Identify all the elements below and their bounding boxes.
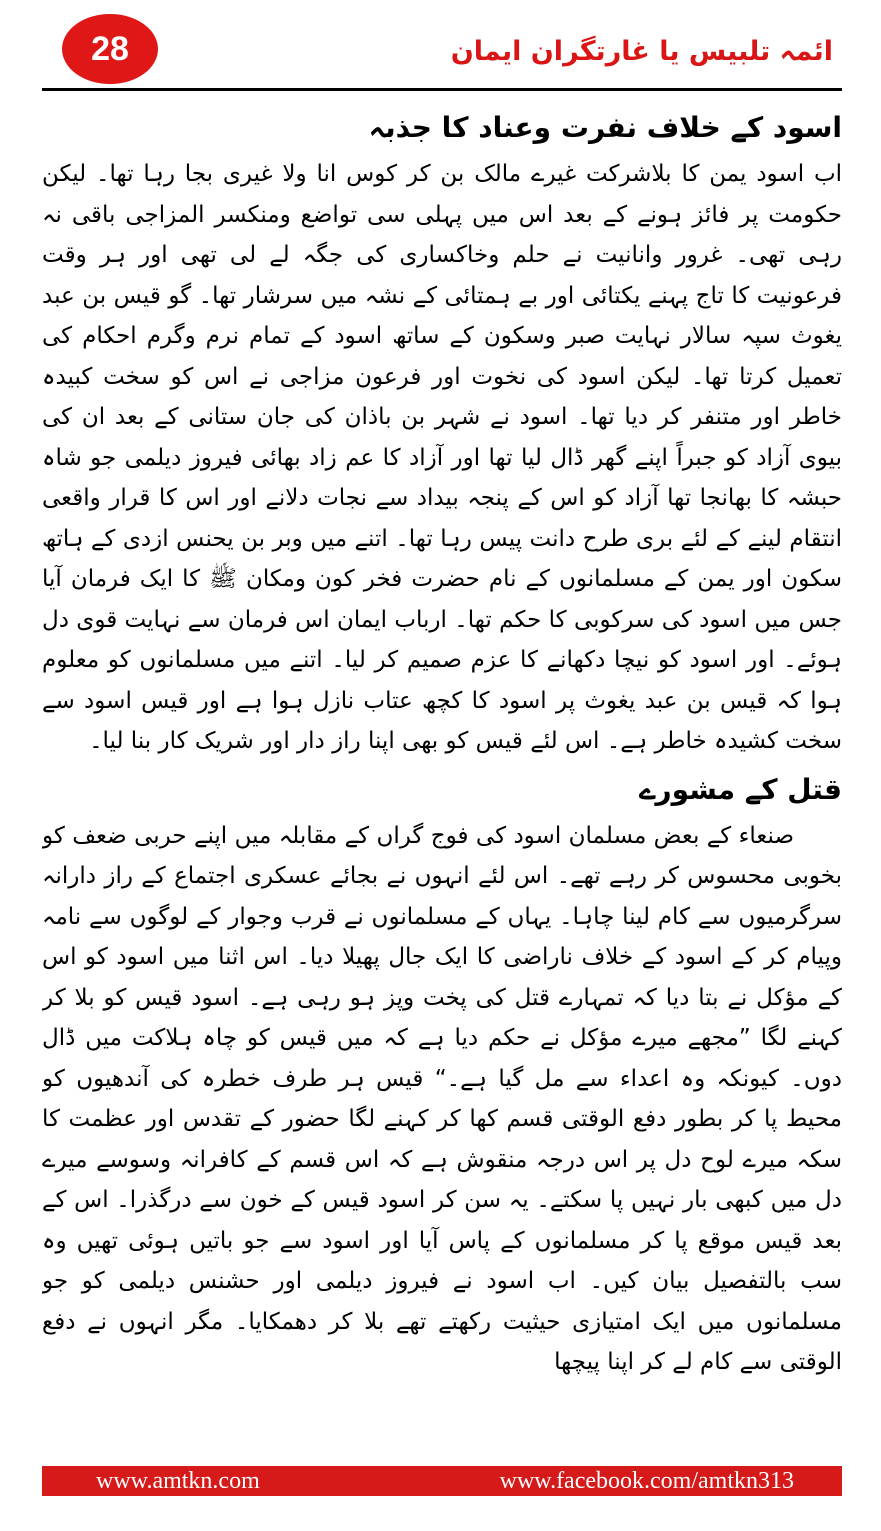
header-divider bbox=[42, 88, 842, 91]
book-title: ائمہ تلبیس یا غارتگران ایمان bbox=[450, 36, 833, 67]
section-heading-1: اسود کے خلاف نفرت وعناد کا جذبہ bbox=[368, 111, 842, 144]
footer-website-link[interactable]: www.amtkn.com bbox=[96, 1467, 260, 1494]
section-2-paragraph: صنعاء کے بعض مسلمان اسود کی فوج گراں کے مقابلہ میں اپنے حربی ضعف کو بخوبی محسوس کر رہے تھے۔ اس لئے انہوں نے بجائے عسکری اجتماع کے راز دارانہ سرگرمیوں سے کام لینا چاہا۔ یہاں کے مسلمانوں نے قرب وجوار کے لوگوں سے نامہ وپیام کر کے اسود کے خلاف ناراضی کا ایک جال پھیلا دیا۔ اس اثنا میں اسود کو اس کے مؤکل نے بتا دیا کہ تمہارے قتل کی پخت وپز ہو رہی ہے۔ اسود قیس کو بلا کر کہنے لگا ”مجھے میرے مؤکل نے حکم دیا ہے کہ میں قیس کو چاہ ہلاکت میں ڈال دوں۔ کیونکہ وہ اعداء سے مل گیا ہے۔“ قیس ہر طرف خطرہ کی آندھیوں کو محیط پا کر بطور دفع الوقتی قسم کھا کر کہنے لگا حضور کے تقدس اور عظمت کا سکہ میرے لوح دل پر اس درجہ منقوش ہے کہ اس قسم کے کافرانہ وسوسے میرے دل میں کبھی بار نہیں پا سکتے۔ یہ سن کر اسود قیس کے خون سے درگذرا۔ اس کے بعد قیس موقع پا کر مسلمانوں کے پاس آیا اور اسود سے جو باتیں ہوئی تھیں وہ سب بالتفصیل بیان کیں۔ اب اسود نے فیروز دیلمی اور حشنس دیلمی کو جو مسلمانوں میں ایک امتیازی حیثیت رکھتے تھے بلا کر دھمکایا۔ مگر انہوں نے دفع الوقتی سے کام لے کر اپنا پیچھا bbox=[42, 822, 842, 1375]
page-number-badge: 28 bbox=[62, 14, 158, 84]
footer-facebook-link[interactable]: www.facebook.com/amtkn313 bbox=[499, 1467, 794, 1494]
section-1-paragraph: اب اسود یمن کا بلاشرکت غیرے مالک بن کر کوس انا ولا غیری بجا رہا تھا۔ لیکن حکومت پر فائز ہونے کے بعد اس میں پہلی سی تواضع ومنکسر المزاجی باقی نہ رہی تھی۔ غرور وانانیت نے حلم وخاکساری کی جگہ لے لی تھی اور ہر وقت فرعونیت کا تاج پہنے یکتائی اور بے ہمتائی کے نشہ میں سرشار تھا۔ گو قیس بن عبد یغوث سپہ سالار نہایت صبر وسکون کے ساتھ اسود کے تمام نرم وگرم احکام کی تعمیل کرتا تھا۔ لیکن اسود کی نخوت اور فرعون مزاجی نے اس کو سخت کبیدہ خاطر اور متنفر کر دیا تھا۔ اسود نے شہر بن باذان کی جان ستانی کے بعد ان کی بیوی آزاد کو جبراً اپنے گھر ڈال لیا تھا اور آزاد کا عم زاد بھائی فیروز دیلمی جو شاہ حبشہ کا بھانجا تھا آزاد کو اس کے پنجہ بیداد سے نجات دلانے اور اس کا قرار واقعی انتقام لینے کے لئے بری طرح دانت پیس رہا تھا۔ اتنے میں وبر بن یحنس ازدی کے ہاتھ سکون اور یمن کے مسلمانوں کے نام حضرت فخر کون ومکان ﷺ کا ایک فرمان آیا جس میں اسود کی سرکوبی کا حکم تھا۔ ارباب ایمان اس فرمان سے نہایت قوی دل ہوئے۔ اور اسود کو نیچا دکھانے کا عزم صمیم کر لیا۔ اتنے میں مسلمانوں کو معلوم ہوا کہ قیس بن عبد یغوث پر اسود کا کچھ عتاب نازل ہوا ہے اور قیس اسود سے سخت کشیدہ خاطر ہے۔ اس لئے قیس کو بھی اپنا راز دار اور شریک کار بنا لیا۔ bbox=[42, 161, 842, 754]
page-header bbox=[0, 0, 881, 100]
section-heading-2: قتل کے مشورے bbox=[639, 772, 842, 806]
page-footer bbox=[42, 1466, 842, 1496]
page-content bbox=[42, 100, 842, 1445]
